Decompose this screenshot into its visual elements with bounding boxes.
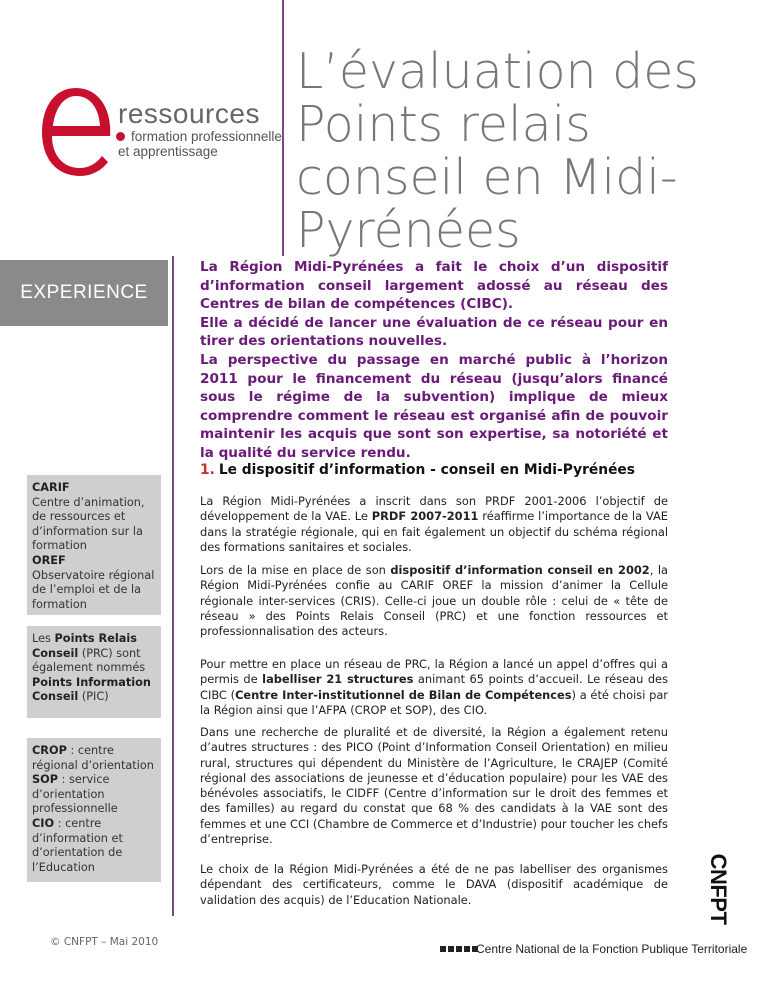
section-title: Le dispositif d’information - conseil en Midi-Pyrénées	[218, 462, 635, 478]
sidebar-prc	[27, 626, 161, 718]
sidebar-text: Les	[32, 632, 55, 645]
sidebar-def-sop: : service d’orientation professionnelle	[32, 773, 118, 816]
sidebar-def-crop: : centre régional d’orientation	[32, 744, 154, 772]
logo-subtitle-1: formation professionnelle	[131, 129, 282, 144]
body-paragraph-3	[200, 657, 668, 718]
sidebar-term-prc: Points Relais Conseil	[32, 632, 137, 660]
sidebar-carif-oref	[27, 475, 161, 615]
logo-subtitle-2: et apprentissage	[118, 144, 218, 159]
text-bold: dispositif d’information conseil en 2002	[390, 563, 650, 577]
sidebar-term-sop: SOP	[32, 773, 59, 787]
body-paragraph-5: Le choix de la Région Midi-Pyrénées a été de ne pas labelliser des organismes dépendant des certificateurs, comme le DAVA (dispositif académique de validation des acquis) de l’Education Nationale.	[200, 862, 668, 907]
sidebar-text: (PIC)	[78, 690, 109, 704]
sidebar-term-oref: OREF	[32, 553, 66, 567]
sidebar-term-carif: CARIF	[32, 481, 70, 494]
text-run: Pour mettre en place un réseau de PRC, la Région a lancé un appel d’offres qui a permis de	[200, 657, 668, 687]
text-run: , la Région Midi-Pyrénées confie au CARIF OREF la mission d’animer la Cellule régionale inter-services (CRIS). Celle-ci joue un double rôle : celui de « tête de réseau » des Points Relais Conseil (PRC) et une fonction ressources et professionnalisation des acteurs.	[200, 563, 668, 639]
title-line-4: Pyrénées	[296, 202, 521, 259]
experience-tag: EXPERIENCE	[0, 260, 168, 326]
text-run: La Région Midi-Pyrénées a inscrit dans son PRDF 2001-2006 l’objectif de développement de la VAE. Le	[200, 494, 668, 524]
content-divider	[172, 256, 174, 916]
footer-organization: Centre National de la Fonction Publique Territoriale	[476, 942, 748, 956]
section-number: 1.	[200, 462, 215, 478]
e-letter-icon	[36, 80, 116, 180]
title-line-1: L’évaluation des	[296, 43, 699, 100]
title-line-3: conseil en Midi-	[296, 149, 678, 206]
sidebar-term-crop: CROP	[32, 744, 67, 757]
sidebar-def-oref: Observatoire régional de l’emploi et de la formation	[32, 568, 155, 611]
footer-squares-icon	[440, 946, 478, 952]
text-run: réaffirme l’importance de la VAE dans la stratégie régionale, qui en fait également un objectif du schéma régional des formations sanitaires et sociales.	[200, 509, 668, 554]
text-bold: Centre Inter-institutionnel de Bilan de Compétences	[235, 687, 572, 702]
text-run: ) a été choisi par la Région ainsi que l’AFPA (CROP et SOP), des CIO.	[200, 687, 668, 717]
e-ressources-logo	[36, 80, 286, 180]
body-paragraph-1	[200, 494, 668, 555]
sidebar-def-cio: : centre d’information et d’orientation de l’Education	[32, 816, 123, 874]
sidebar-text: (PRC) sont également nommés	[32, 646, 146, 675]
title-line-2: Points relais	[296, 96, 591, 153]
intro-paragraph-1: La Région Midi-Pyrénées a fait le choix d’un dispositif d’information conseil largement adossé au réseau des Centres de bilan de compétences (CIBC).	[200, 259, 668, 313]
sidebar-crop-sop-cio	[27, 738, 161, 882]
text-run: Lors de la mise en place de son	[200, 563, 391, 577]
text-bold: PRDF 2007-2011	[371, 509, 479, 524]
logo-word: ressources	[118, 98, 260, 129]
page-title	[296, 45, 756, 257]
cnfpt-logo-text: CNFPT	[706, 853, 731, 925]
cnfpt-vertical-logo	[706, 848, 732, 928]
copyright: © CNFPT – Mai 2010	[50, 936, 159, 948]
intro-paragraph-2: Elle a décidé de lancer une évaluation de ce réseau pour en tirer des orientations nouvelles.	[200, 314, 668, 350]
text-bold: labelliser 21 structures	[262, 672, 414, 687]
sidebar-term-pic: Points Information Conseil	[32, 675, 151, 704]
sidebar-term-cio: CIO	[32, 816, 55, 830]
intro-paragraph-3: La perspective du passage en marché public à l’horizon 2011 pour le financement du réseau (jusqu’alors financé sous le régime de la subvention) implique de mieux comprendre comment le réseau est organisé afin de pouvoir maintenir les acquis que sont son expertise, sa notoriété et la qualité du service rendu.	[200, 351, 668, 461]
section-heading	[200, 462, 668, 478]
text-run: animant 65 points d’accueil. Le réseau des CIBC (	[200, 672, 668, 702]
intro-text	[200, 258, 668, 463]
body-paragraph-4: Dans une recherche de pluralité et de diversité, la Région a également retenu d’autres structures : des PICO (Point d’Information Conseil Orientation) en milieu rural, structures qui dépendent du Ministère de l’Agriculture, le CRAJEP (Comité régional des associations de jeunesse et d’éducation populaire) pour les VAE des bénévoles associatifs, le CIDFF (Centre d’information sur le droit des femmes et des familles) au regard du constat que 68 % des candidats à la VAE sont des femmes et une CCI (Chambre de Commerce et d’Industrie) pour toucher les chefs d’entreprise.	[200, 725, 668, 847]
title-divider	[282, 0, 284, 256]
logo-dot	[116, 132, 125, 141]
sidebar-def-carif: Centre d’animation, de ressources et d’information sur la formation	[32, 495, 145, 553]
body-paragraph-2	[200, 563, 668, 639]
